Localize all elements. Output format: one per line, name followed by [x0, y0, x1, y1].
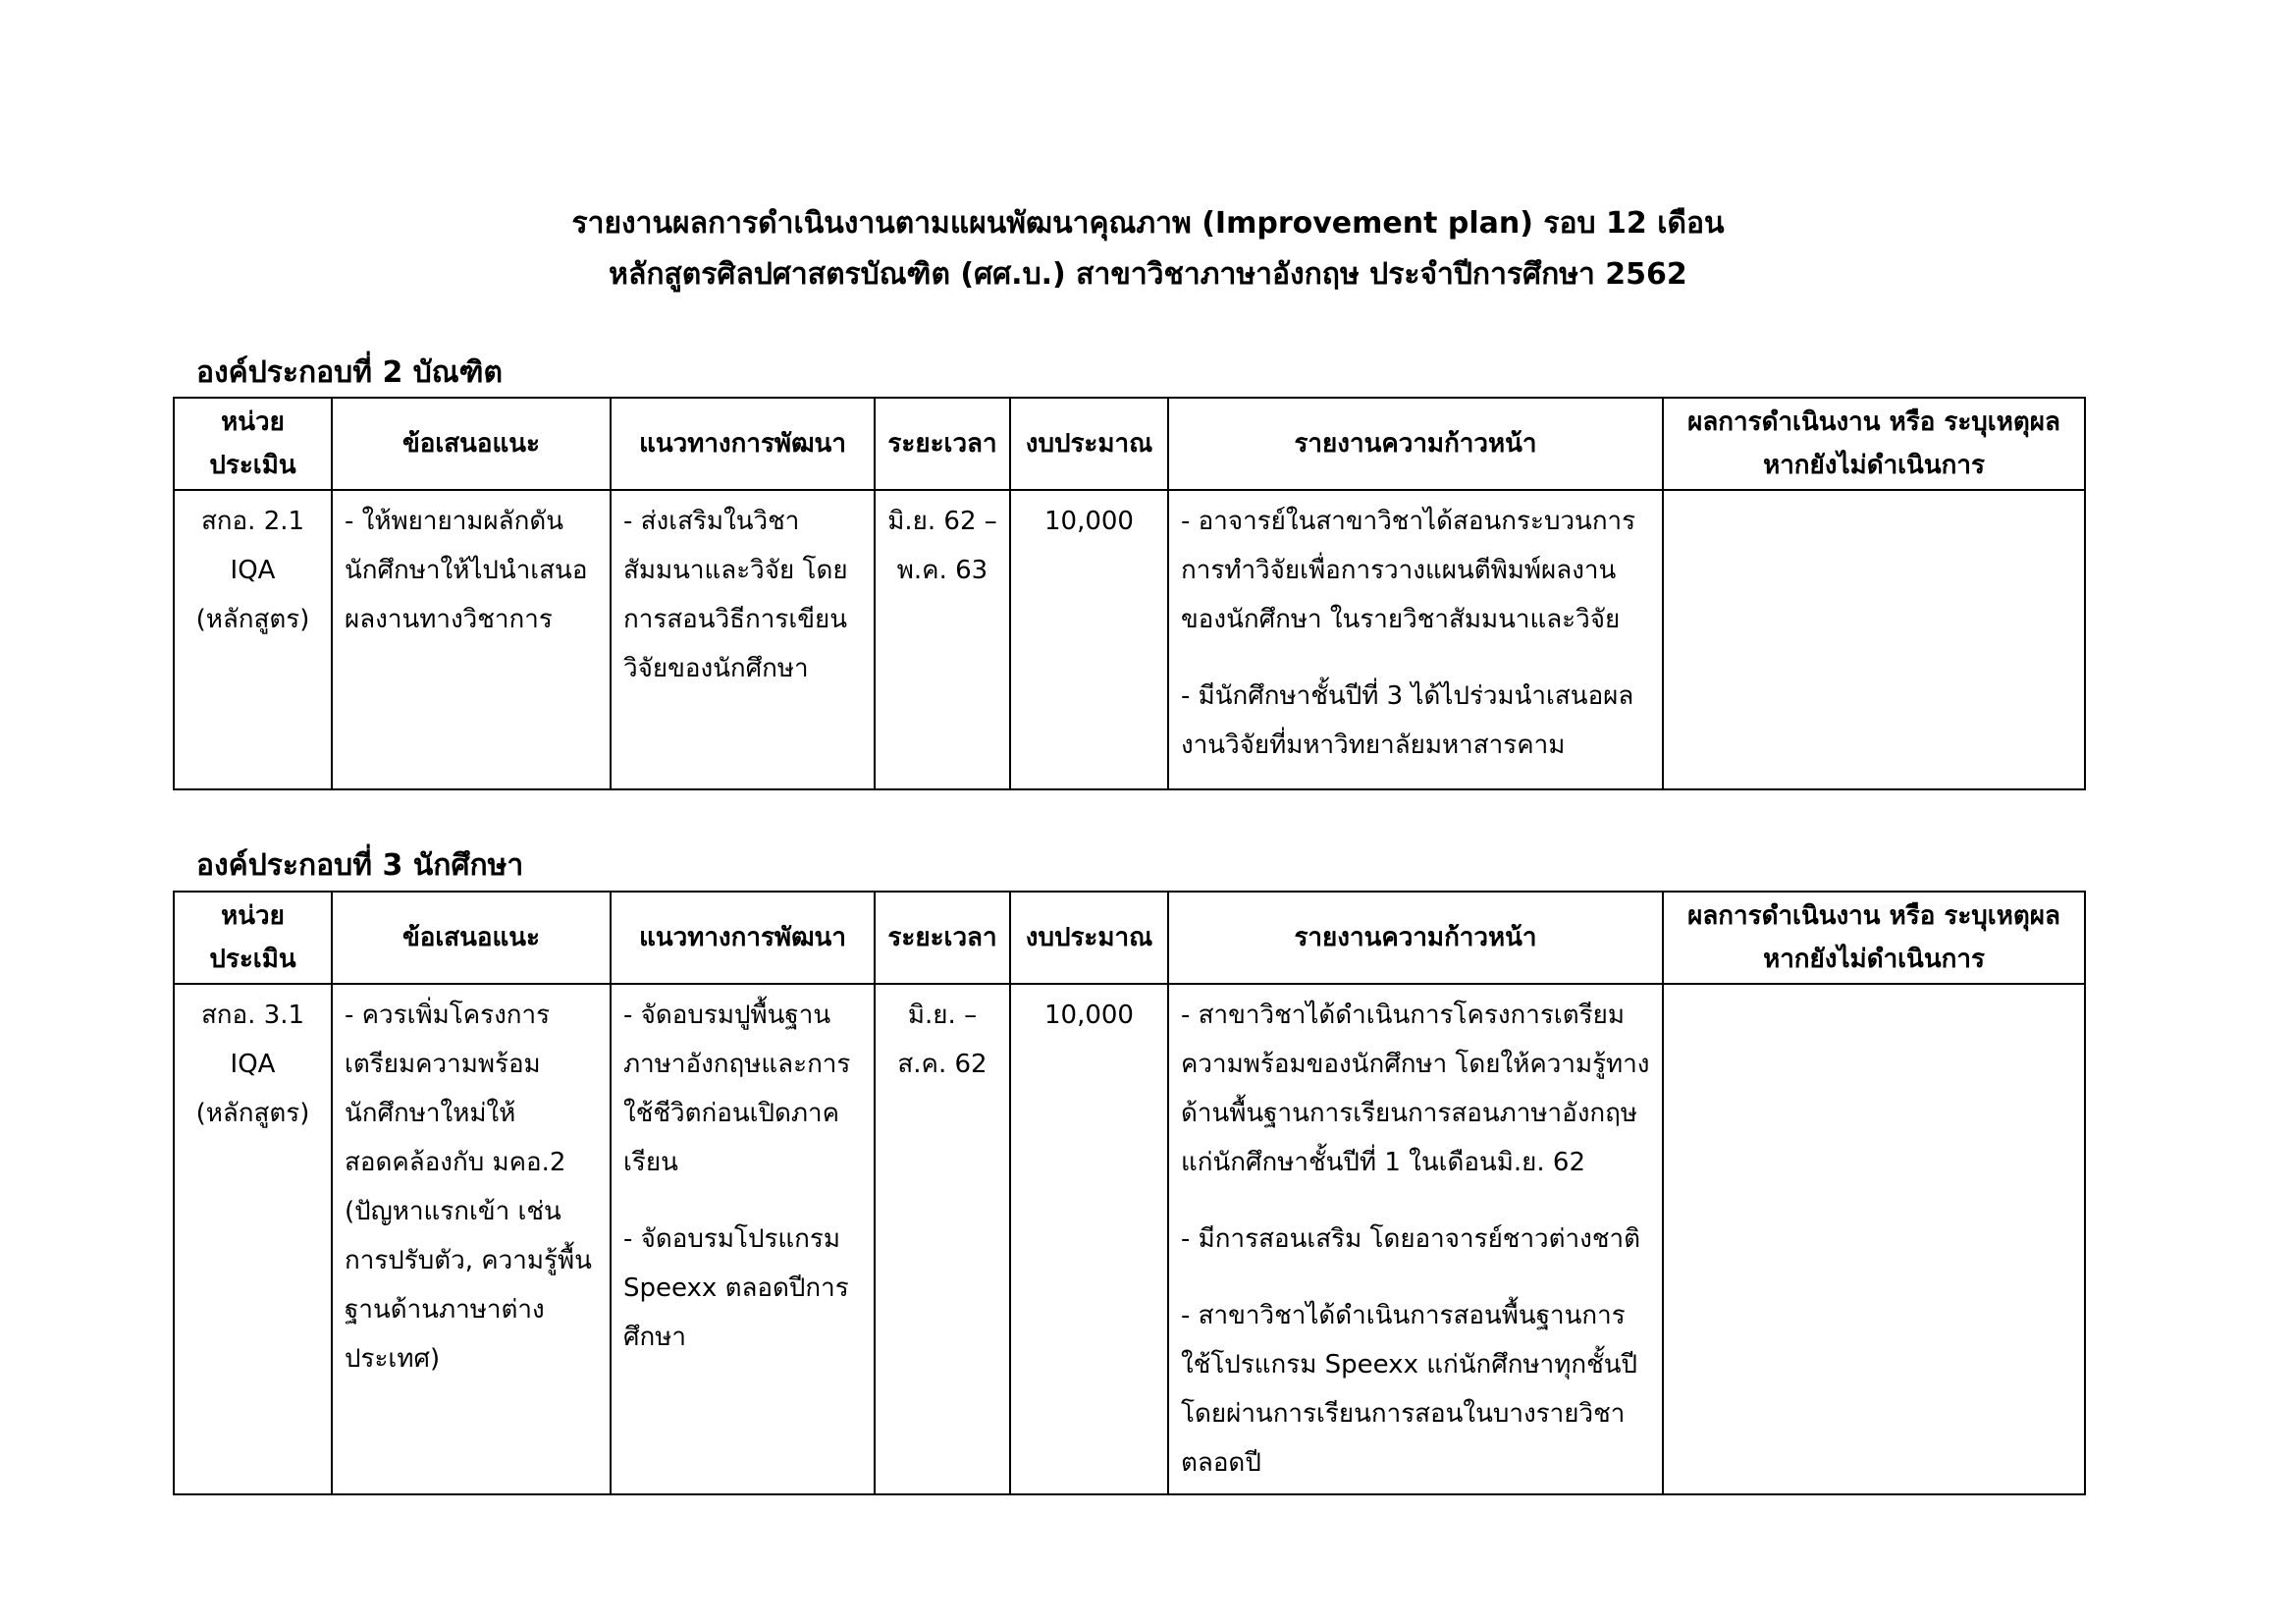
table-header-row: [174, 398, 2085, 490]
cell-unit: สกอ. 3.1 IQA (หลักสูตร): [174, 984, 332, 1494]
header-result: ผลการดำเนินงาน หรือ ระบุเหตุผล หากยังไม่ดำเนินการ: [1663, 398, 2085, 490]
cell-budget: 10,000: [1010, 984, 1168, 1494]
progress-item: - สาขาวิชาได้ดำเนินการโครงการเตรียมความพร้อมของนักศึกษา โดยให้ความรู้ทางด้านพื้นฐานการเรียนการสอนภาษาอังกฤษแก่นักศึกษาชั้นปีที่ 1 ในเดือนมิ.ย. 62: [1181, 1001, 1650, 1177]
header-unit: หน่วย ประเมิน: [174, 892, 332, 984]
cell-result: [1663, 490, 2085, 789]
header-suggestion: ข้อเสนอแนะ: [332, 892, 611, 984]
report-title: รายงานผลการดำเนินงานตามแผนพัฒนาคุณภาพ (Improvement plan) รอบ 12 เดือน: [571, 206, 1725, 241]
progress-item: - มีนักศึกษาชั้นปีที่ 3 ได้ไปร่วมนำเสนอผลงานวิจัยที่มหาวิทยาลัยมหาสารคาม: [1181, 681, 1634, 760]
progress-item: - อาจารย์ในสาขาวิชาได้สอนกระบวนการการทำวิจัยเพื่อการวางแผนตีพิมพ์ผลงานของนักศึกษา ในรายวิชาสัมมนาและวิจัย: [1181, 507, 1636, 634]
header-approach: แนวทางการพัฒนา: [611, 398, 875, 490]
progress-item: - สาขาวิชาได้ดำเนินการสอนพื้นฐานการใช้โปรแกรม Speexx แก่นักศึกษาทุกชั้นปี โดยผ่านการเรียนการสอนในบางรายวิชาตลอดปี: [1181, 1301, 1638, 1478]
table-header-row: [174, 892, 2085, 984]
header-result: ผลการดำเนินงาน หรือ ระบุเหตุผล หากยังไม่ดำเนินการ: [1663, 892, 2085, 984]
header-budget: งบประมาณ: [1010, 892, 1168, 984]
header-period: ระยะเวลา: [875, 398, 1010, 490]
cell-progress: [1168, 984, 1663, 1494]
section-heading-component-3: องค์ประกอบที่ 3 นักศึกษา: [196, 848, 524, 883]
plan-table-component-2: [173, 397, 2086, 790]
cell-suggestion: - ควรเพิ่มโครงการเตรียมความพร้อมนักศึกษาใหม่ให้สอดคล้องกับ มคอ.2 (ปัญหาแรกเข้า เช่นการปรับตัว, ความรู้พื้นฐานด้านภาษาต่างประเทศ): [332, 984, 611, 1494]
cell-approach: - ส่งเสริมในวิชาสัมมนาและวิจัย โดยการสอนวิธีการเขียนวิจัยของนักศึกษา: [611, 490, 875, 789]
header-approach: แนวทางการพัฒนา: [611, 892, 875, 984]
table-row: [174, 984, 2085, 1494]
header-budget: งบประมาณ: [1010, 398, 1168, 490]
table-row: [174, 490, 2085, 789]
cell-result: [1663, 984, 2085, 1494]
cell-period: มิ.ย. – ส.ค. 62: [875, 984, 1010, 1494]
approach-item: - จัดอบรมโปรแกรม Speexx ตลอดปีการศึกษา: [623, 1224, 849, 1352]
approach-item: - จัดอบรมปูพื้นฐานภาษาอังกฤษและการใช้ชีวิตก่อนเปิดภาคเรียน: [623, 1001, 851, 1177]
header-suggestion: ข้อเสนอแนะ: [332, 398, 611, 490]
cell-progress: [1168, 490, 1663, 789]
plan-table-component-3: [173, 891, 2086, 1495]
section-heading-component-2: องค์ประกอบที่ 2 บัณฑิต: [196, 355, 504, 390]
report-subtitle: หลักสูตรศิลปศาสตรบัณฑิต (ศศ.บ.) สาขาวิชาภาษาอังกฤษ ประจำปีการศึกษา 2562: [609, 257, 1687, 292]
progress-item: - มีการสอนเสริม โดยอาจารย์ชาวต่างชาติ: [1181, 1224, 1640, 1254]
cell-suggestion: - ให้พยายามผลักดันนักศึกษาให้ไปนำเสนอผลงานทางวิชาการ: [332, 490, 611, 789]
cell-approach: [611, 984, 875, 1494]
header-period: ระยะเวลา: [875, 892, 1010, 984]
header-unit: หน่วย ประเมิน: [174, 398, 332, 490]
header-progress: รายงานความก้าวหน้า: [1168, 892, 1663, 984]
cell-period: มิ.ย. 62 – พ.ค. 63: [875, 490, 1010, 789]
header-progress: รายงานความก้าวหน้า: [1168, 398, 1663, 490]
cell-budget: 10,000: [1010, 490, 1168, 789]
cell-unit: สกอ. 2.1 IQA (หลักสูตร): [174, 490, 332, 789]
